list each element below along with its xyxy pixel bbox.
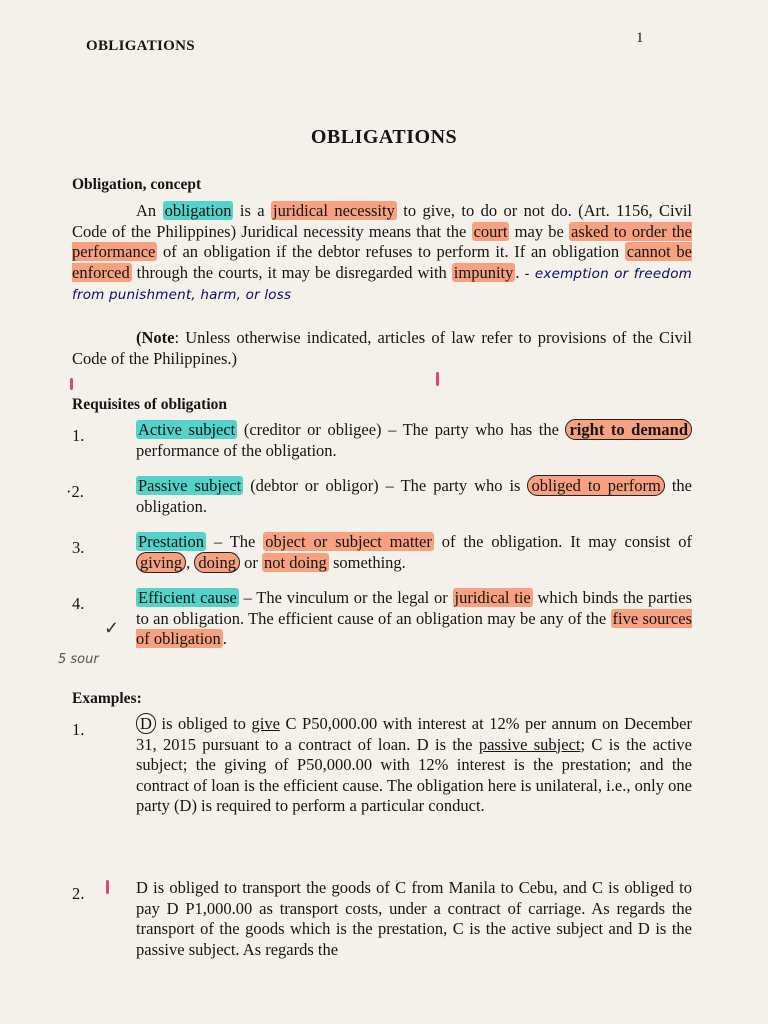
highlight-impunity: impunity bbox=[453, 262, 514, 282]
term-efficient-cause: Efficient cause bbox=[138, 588, 237, 607]
pen-mark bbox=[436, 372, 439, 386]
requisite-number: 4. bbox=[72, 594, 85, 613]
section-heading-requisites: Requisites of obligation bbox=[72, 396, 228, 413]
example-number: 2. bbox=[72, 884, 85, 903]
pen-mark bbox=[106, 880, 109, 894]
text-run: – The bbox=[206, 532, 264, 551]
note-paragraph bbox=[72, 328, 692, 369]
text-run: P50,000.00 with interest at 12% per annum on December 31, 2015 pursuant to a contract of loan. D is the bbox=[136, 714, 692, 754]
example-number: 1. bbox=[72, 720, 85, 739]
margin-handwritten-note: 5 sour bbox=[58, 652, 99, 667]
highlight-doing: doing bbox=[194, 552, 240, 573]
note-text: : Unless otherwise indicated, articles of law refer to provisions of the Civil Code of the Philippines.) bbox=[72, 328, 692, 368]
requisite-item-passive-subject bbox=[136, 476, 692, 517]
text-run: . bbox=[515, 262, 520, 282]
running-header: OBLIGATIONS bbox=[86, 38, 195, 54]
section-heading-concept: Obligation, concept bbox=[72, 176, 202, 193]
text-run: of an obligation if the debtor refuses to perform it. If an obligation bbox=[157, 242, 625, 261]
requisite-number: ·2. bbox=[66, 482, 84, 501]
highlight-five-sources: five sources of obligation bbox=[136, 608, 692, 648]
concept-paragraph bbox=[72, 201, 692, 306]
highlight-asked-to-order: asked to order the performance bbox=[72, 221, 692, 261]
example-item-1 bbox=[136, 714, 692, 817]
text-run: or bbox=[240, 552, 263, 572]
text-run: is a bbox=[233, 201, 271, 220]
text-run: ; C is the active subject; the giving of P50,000.00 with 12% interest is the prestation; and the contract of loan is the efficient cause. The obligation here is unilateral, i.e., only one party (D) is required to perform a particular conduct. bbox=[136, 734, 692, 815]
text-run: . bbox=[222, 629, 227, 648]
text-run: C bbox=[279, 714, 297, 733]
highlight-right-to-demand: right to demand bbox=[565, 419, 692, 440]
requisite-number: 1. bbox=[72, 426, 85, 445]
highlight-court: court bbox=[473, 221, 508, 241]
underlined-passive-subject: passive subject bbox=[478, 734, 581, 754]
text-run: something. bbox=[328, 552, 406, 572]
highlight-not-doing: not doing bbox=[264, 552, 327, 572]
text-run: – The vinculum or the legal or bbox=[238, 588, 453, 607]
text-run: is obliged to bbox=[155, 714, 252, 733]
example-item-2: D is obliged to transport the goods of C from Manila to Cebu, and C is obliged to pay D P1,000.00 as transport costs, under a contract of carriage. As regards the transport of the goods which is the prestation, C is the active subject and D is the passive subject. As regards the bbox=[136, 878, 692, 959]
text-run: the obligation. bbox=[136, 476, 692, 516]
page-title: OBLIGATIONS bbox=[310, 126, 458, 148]
highlight-obligation: obligation bbox=[164, 201, 232, 220]
text-run: of the obligation. It may consist of bbox=[433, 532, 692, 551]
highlight-juridical-necessity: juridical necessity bbox=[272, 201, 395, 220]
text-run: (creditor or obligee) – The party who has the bbox=[237, 420, 566, 439]
section-heading-examples: Examples: bbox=[72, 690, 142, 707]
check-mark-icon: ✓ bbox=[104, 618, 120, 638]
note-label: (Note bbox=[136, 328, 175, 347]
text-run: through the courts, it may be disregarded with bbox=[131, 262, 452, 282]
text-run: performance of the obligation. bbox=[136, 440, 337, 460]
term-active-subject: Active subject bbox=[138, 420, 236, 439]
text-run: to give, to do or not do. (Art. 1156, Civil Code of the Philippines) Juridical necessity means that the bbox=[72, 201, 692, 241]
highlight-cannot-be-enforced: cannot be enforced bbox=[72, 242, 693, 282]
page-number: 1 bbox=[636, 30, 644, 46]
highlight-juridical-tie: juridical tie bbox=[454, 588, 531, 607]
highlight-object-or-subject-matter: object or subject matter bbox=[265, 532, 432, 551]
text-run: (debtor or obligor) – The party who is bbox=[243, 476, 528, 495]
requisite-item-prestation: Prestation – The object or subject matter of the obligation. It may consist of giving , doing or not doing something. bbox=[138, 532, 692, 572]
requisite-item-efficient-cause bbox=[136, 588, 692, 650]
term-passive-subject: Passive subject bbox=[138, 476, 242, 495]
term-prestation: Prestation bbox=[138, 532, 204, 551]
text-run: which binds the parties to an obligation. The efficient cause of an obligation may be any of the bbox=[136, 588, 692, 628]
requisite-number: 3. bbox=[72, 538, 85, 557]
text-run: An bbox=[136, 201, 163, 220]
underlined-give: give bbox=[251, 714, 280, 733]
circled-letter-d: D bbox=[136, 713, 156, 734]
pen-mark bbox=[70, 378, 73, 390]
highlight-giving: giving bbox=[136, 552, 186, 573]
highlight-obliged-to-perform: obliged to perform bbox=[527, 475, 664, 496]
text-run: may be bbox=[509, 221, 570, 241]
requisite-item-active-subject bbox=[136, 420, 692, 461]
handwritten-annotation: - exemption or freedom from punishment, harm, or loss bbox=[72, 265, 693, 303]
